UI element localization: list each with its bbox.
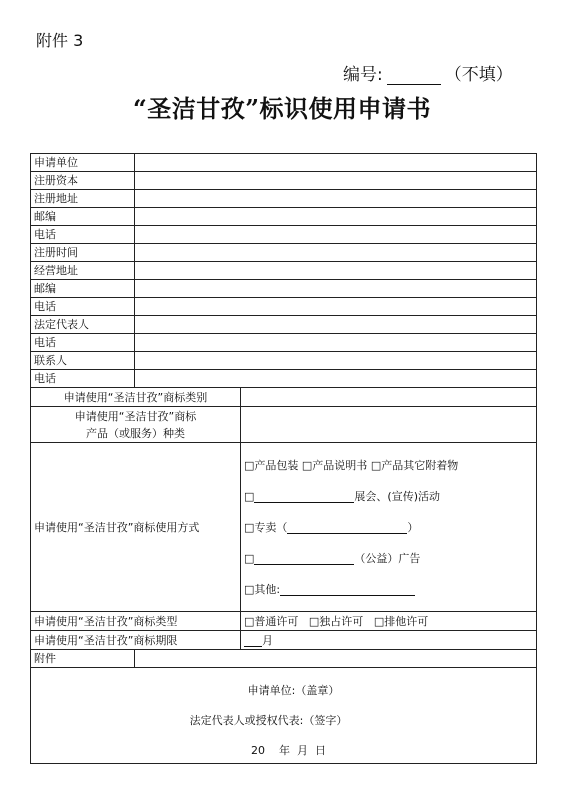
basic-info-label: 电话 xyxy=(31,226,135,244)
basic-info-row xyxy=(31,298,537,316)
basic-info-field[interactable] xyxy=(135,334,537,352)
number-label: 编号: xyxy=(343,65,383,85)
expo-blank[interactable] xyxy=(254,490,354,503)
number-field[interactable] xyxy=(387,68,441,85)
basic-info-field[interactable] xyxy=(135,370,537,388)
basic-info-row xyxy=(31,334,537,352)
usage-method-label: 申请使用“圣洁甘孜”商标使用方式 xyxy=(31,443,241,612)
basic-info-field[interactable] xyxy=(135,226,537,244)
exclusive-sale-blank[interactable] xyxy=(287,521,407,534)
basic-info-label: 电话 xyxy=(31,370,135,388)
product-type-label xyxy=(31,407,241,443)
other-attachments-checkbox[interactable]: □产品其它附着物 xyxy=(370,458,459,472)
serial-number xyxy=(343,60,513,85)
basic-info-field[interactable] xyxy=(135,190,537,208)
basic-info-row xyxy=(31,352,537,370)
basic-info-label: 邮编 xyxy=(31,208,135,226)
basic-info-label: 邮编 xyxy=(31,280,135,298)
term-field xyxy=(241,631,537,650)
term-blank[interactable] xyxy=(244,634,262,647)
basic-info-label: 电话 xyxy=(31,334,135,352)
expo-checkbox[interactable]: □ xyxy=(244,489,255,503)
basic-info-row xyxy=(31,262,537,280)
basic-info-label: 申请单位 xyxy=(31,154,135,172)
basic-info-field[interactable] xyxy=(135,352,537,370)
product-type-field[interactable] xyxy=(241,407,537,443)
basic-info-label: 经营地址 xyxy=(31,262,135,280)
exclusive-license-checkbox[interactable]: □独占许可 xyxy=(308,614,364,628)
application-form xyxy=(30,153,537,764)
number-note: （不填） xyxy=(444,65,513,85)
applicant-seal: 申请单位:（盖章） xyxy=(247,683,340,697)
basic-info-row xyxy=(31,226,537,244)
basic-info-row xyxy=(31,280,537,298)
license-type-label: 申请使用“圣洁甘孜”商标类型 xyxy=(31,612,241,631)
representative-signature: 法定代表人或授权代表:（签字） xyxy=(189,713,348,727)
basic-info-row xyxy=(31,316,537,334)
basic-info-label: 电话 xyxy=(31,298,135,316)
usage-option-row-4 xyxy=(244,543,533,574)
other-blank[interactable] xyxy=(280,583,415,596)
ad-blank[interactable] xyxy=(254,552,354,565)
ad-text: （公益）广告 xyxy=(354,551,421,565)
license-type-options xyxy=(241,612,537,631)
basic-info-label: 注册地址 xyxy=(31,190,135,208)
basic-info-field[interactable] xyxy=(135,262,537,280)
expo-text: 展会、(宣传)活动 xyxy=(354,489,440,503)
attachment-label: 附件 3 xyxy=(36,31,84,50)
signature-block xyxy=(31,668,537,764)
basic-info-label: 法定代表人 xyxy=(31,316,135,334)
basic-info-label: 注册资本 xyxy=(31,172,135,190)
product-type-label-line-1: 申请使用“圣洁甘孜”商标 xyxy=(74,409,197,423)
document-title: “圣洁甘孜”标识使用申请书 xyxy=(132,94,432,123)
other-checkbox[interactable]: □其他: xyxy=(244,582,281,596)
ordinary-license-checkbox[interactable]: □普通许可 xyxy=(244,614,299,628)
ad-checkbox[interactable]: □ xyxy=(244,551,255,565)
product-type-label-line-2: 产品（或服务）种类 xyxy=(86,426,185,440)
packaging-checkbox[interactable]: □产品包装 xyxy=(244,458,299,472)
basic-info-label: 联系人 xyxy=(31,352,135,370)
basic-info-field[interactable] xyxy=(135,298,537,316)
usage-option-row-1 xyxy=(244,450,533,481)
term-unit: 月 xyxy=(262,633,273,647)
sign-date: 20 年 月 日 xyxy=(251,743,326,757)
exclusive-sale-close: ） xyxy=(407,520,419,534)
attachments-label: 附件 xyxy=(31,650,135,668)
attachments-field[interactable] xyxy=(135,650,537,668)
basic-info-row xyxy=(31,172,537,190)
sole-license-checkbox[interactable]: □排他许可 xyxy=(373,614,429,628)
basic-info-field[interactable] xyxy=(135,316,537,334)
usage-option-row-3 xyxy=(244,512,533,543)
basic-info-row xyxy=(31,190,537,208)
usage-method-options xyxy=(241,443,537,612)
basic-info-field[interactable] xyxy=(135,154,537,172)
basic-info-field[interactable] xyxy=(135,280,537,298)
trademark-category-label: 申请使用“圣洁甘孜”商标类别 xyxy=(31,388,241,407)
basic-info-field[interactable] xyxy=(135,244,537,262)
basic-info-label: 注册时间 xyxy=(31,244,135,262)
basic-info-field[interactable] xyxy=(135,208,537,226)
trademark-category-field[interactable] xyxy=(241,388,537,407)
exclusive-sale-checkbox[interactable]: □专卖（ xyxy=(244,520,288,534)
manual-checkbox[interactable]: □产品说明书 xyxy=(301,458,368,472)
basic-info-row xyxy=(31,244,537,262)
basic-info-row xyxy=(31,370,537,388)
term-label: 申请使用“圣洁甘孜”商标期限 xyxy=(31,631,241,650)
basic-info-row xyxy=(31,154,537,172)
usage-option-row-2 xyxy=(244,481,533,512)
basic-info-row xyxy=(31,208,537,226)
basic-info-field[interactable] xyxy=(135,172,537,190)
usage-option-row-5 xyxy=(244,574,533,605)
